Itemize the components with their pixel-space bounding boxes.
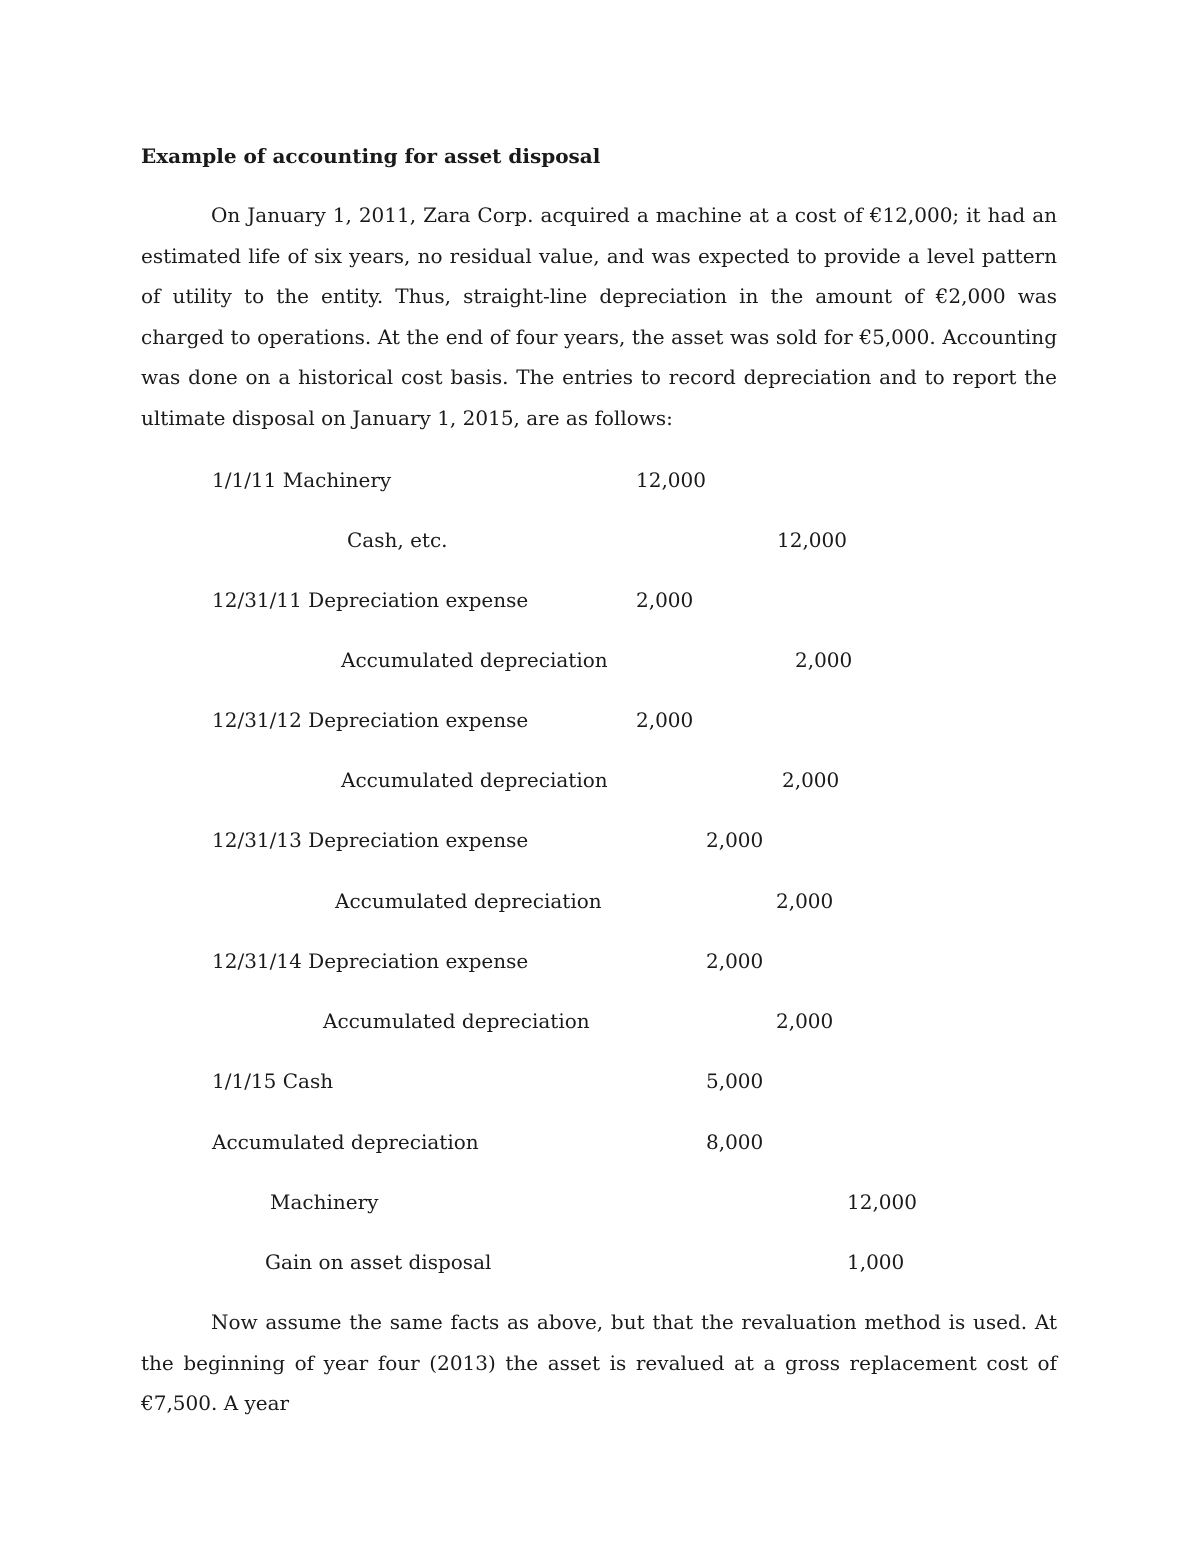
journal-account: Accumulated depreciation — [341, 768, 608, 792]
journal-account: Accumulated depreciation — [323, 1009, 590, 1033]
intro-paragraph: On January 1, 2011, Zara Corp. acquired a machine at a cost of €12,000; it had an estimated life of six years, no residual value, and was expected to provide a level pattern of utility to the entity. Thus, straight-line depreciation in the amount of €2,000 was charged to operations. At the end of four years, the asset was sold for €5,000. Accounting was done on a historical cost basis. The entries to record depreciation and to report the ultimate disposal on January 1, 2015, are as follows: — [141, 203, 1057, 430]
journal-account: Gain on asset disposal — [265, 1250, 492, 1274]
journal-account: 1/1/15 Cash — [212, 1069, 334, 1093]
journal-account: Machinery — [270, 1190, 379, 1214]
journal-credit: 12,000 — [847, 1190, 917, 1214]
journal-account: 12/31/14 Depreciation expense — [212, 949, 529, 973]
document-title: Example of accounting for asset disposal — [141, 144, 601, 168]
journal-account: Accumulated depreciation — [335, 889, 602, 913]
journal-credit: 1,000 — [847, 1250, 905, 1274]
journal-account: 12/31/13 Depreciation expense — [212, 828, 529, 852]
journal-account: 1/1/11 Machinery — [212, 468, 392, 492]
journal-credit: 12,000 — [777, 528, 847, 552]
journal-debit: 2,000 — [706, 949, 764, 973]
closing-paragraph: Now assume the same facts as above, but that the revaluation method is used. At the beginning of year four (2013) the asset is revalued at a gross replacement cost of €7,500. A year — [141, 1310, 1057, 1416]
journal-debit: 12,000 — [636, 468, 706, 492]
journal-credit: 2,000 — [782, 768, 840, 792]
journal-account: Accumulated depreciation — [212, 1130, 479, 1154]
journal-account: Cash, etc. — [347, 528, 448, 552]
journal-debit: 2,000 — [706, 828, 764, 852]
journal-credit: 2,000 — [795, 648, 853, 672]
journal-debit: 2,000 — [636, 588, 694, 612]
journal-debit: 5,000 — [706, 1069, 764, 1093]
journal-account: 12/31/11 Depreciation expense — [212, 588, 529, 612]
journal-debit: 8,000 — [706, 1130, 764, 1154]
journal-debit: 2,000 — [636, 708, 694, 732]
journal-account: Accumulated depreciation — [341, 648, 608, 672]
journal-credit: 2,000 — [776, 1009, 834, 1033]
journal-account: 12/31/12 Depreciation expense — [212, 708, 529, 732]
journal-credit: 2,000 — [776, 889, 834, 913]
